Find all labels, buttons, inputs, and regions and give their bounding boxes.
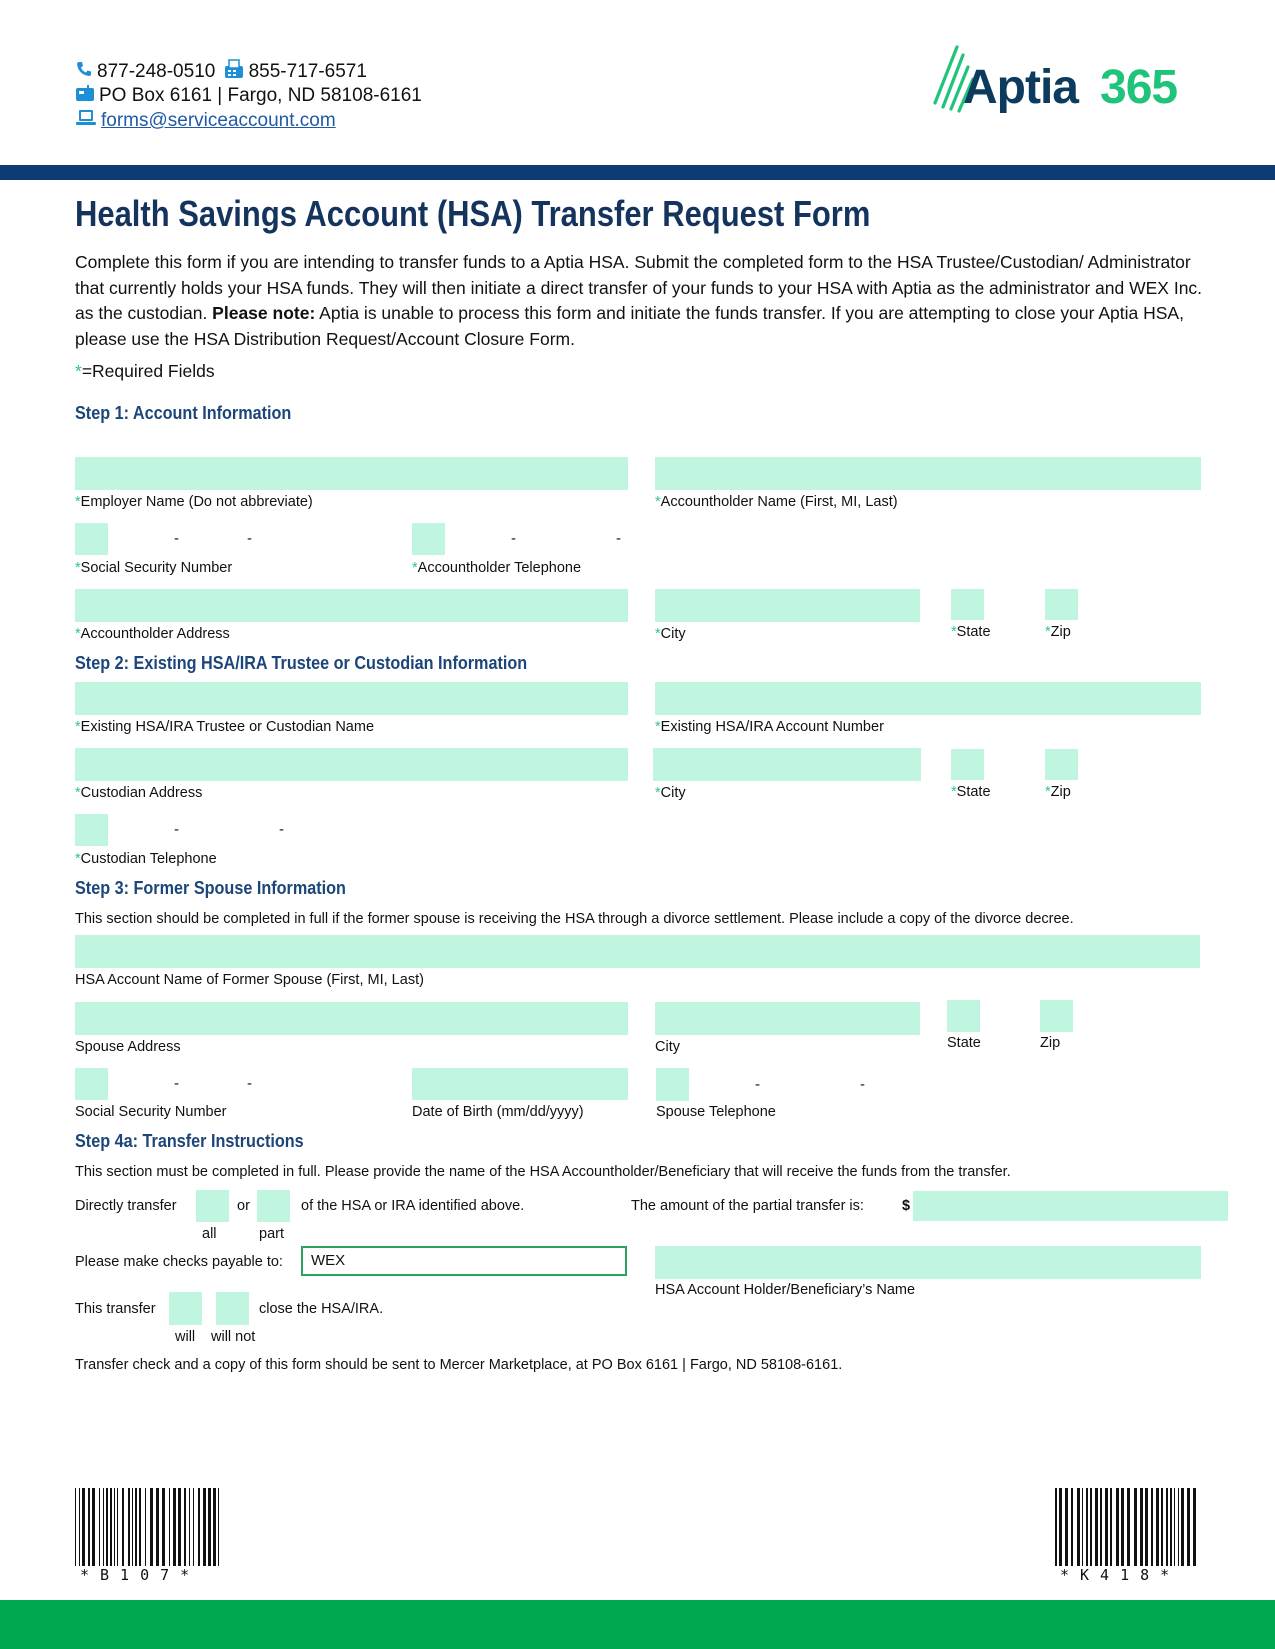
mailing-instructions: Transfer check and a copy of this form should be sent to Mercer Marketplace, at PO Box 6161 | Fargo, ND 58108-6161. [75,1357,843,1373]
barcode-bar [178,1488,181,1566]
barcode-bar [150,1488,153,1566]
required-marker: * [75,361,82,381]
barcode-bar [208,1488,211,1566]
accountholder-address-input[interactable] [75,589,628,622]
barcode-bar [1095,1488,1098,1566]
barcode-bar [1134,1488,1137,1566]
city-input[interactable] [655,589,920,622]
step3-note: This section should be completed in full if the former spouse is receiving the HSA through a divorce settlement. Please include a copy of the divorce decree. [75,911,1074,927]
custodian-name-input[interactable] [75,682,628,715]
barcode-bar [1145,1488,1148,1566]
header-divider-bar [0,165,1275,180]
accountholder-address-label: *Accountholder Address [75,626,230,642]
close-hsa-text: close the HSA/IRA. [259,1301,384,1317]
step4a-note: This section must be completed in full. Please provide the name of the HSA Accountholder/Beneficiary that will receive the funds from the transfer. [75,1164,1011,1180]
barcode-bar [1059,1488,1062,1566]
barcode-bar [132,1488,133,1566]
directly-transfer-text: Directly transfer [75,1198,177,1214]
barcode-bar [106,1488,108,1566]
barcode-bar [114,1488,115,1566]
spouse-state-input[interactable] [947,1000,980,1032]
barcode-bar [110,1488,112,1566]
custodian-address-label: *Custodian Address [75,785,203,801]
barcode-bar [156,1488,159,1566]
laptop-icon [75,109,97,133]
barcode-bar [1166,1488,1168,1566]
barcode-right-text: *K418* [1060,1566,1181,1584]
barcode-bar [145,1488,146,1566]
barcode-bar [1181,1488,1184,1566]
custodian-name-label: *Existing HSA/IRA Trustee or Custodian Name [75,719,375,735]
partial-amount-label: The amount of the partial transfer is: [631,1198,864,1214]
mailing-address: PO Box 6161 | Fargo, ND 58108-6161 [99,85,422,107]
spouse-zip-label: Zip [1040,1035,1061,1051]
barcode-bar [122,1488,124,1566]
barcode-bar [1178,1488,1179,1566]
step3-heading: Step 3: Former Spouse Information [75,878,346,898]
spouse-telephone-dash-1: - [755,1076,760,1093]
barcode-bar [1086,1488,1088,1566]
all-option-label: all [202,1226,217,1242]
barcode-bar [139,1488,141,1566]
employer-name-label: *Employer Name (Do not abbreviate) [75,494,313,510]
barcode-bar [88,1488,90,1566]
employer-name-input[interactable] [75,457,628,490]
transfer-will-checkbox[interactable] [169,1292,202,1325]
intro-paragraph [75,250,1205,352]
spouse-dob-label: Date of Birth (mm/dd/yyyy) [412,1104,584,1120]
phone-icon [75,60,93,84]
transfer-part-checkbox[interactable] [257,1190,290,1222]
payable-to-label: Please make checks payable to: [75,1254,283,1270]
barcode-bar [1110,1488,1112,1566]
beneficiary-name-input[interactable] [655,1246,1201,1279]
former-spouse-name-input[interactable] [75,935,1200,968]
barcode-bar [1071,1488,1073,1566]
barcode-bar [103,1488,104,1566]
intro-note-label: Please note: [212,303,316,323]
barcode-bar [1140,1488,1143,1566]
transfer-will-not-checkbox[interactable] [216,1292,249,1325]
of-hsa-text: of the HSA or IRA identified above. [301,1198,525,1214]
barcode-bar [1077,1488,1080,1566]
spouse-city-label: City [655,1039,680,1055]
contact-phones [75,58,367,86]
barcode-bar [189,1488,190,1566]
telephone-dash-1: - [511,530,516,547]
barcode-bar [79,1488,80,1566]
barcode-bar [1193,1488,1196,1566]
beneficiary-name-label: HSA Account Holder/Beneficiary’s Name [655,1282,916,1298]
spouse-telephone-label: Spouse Telephone [656,1104,776,1120]
mailbox-icon [75,84,95,108]
payable-to-input[interactable]: WEX [301,1246,627,1276]
barcode-bar [162,1488,165,1566]
barcode-bar [1127,1488,1130,1566]
barcode-bar [135,1488,137,1566]
footer-bar [0,1600,1275,1649]
barcode-left-text: *B107* [80,1566,201,1584]
spouse-zip-input[interactable] [1040,1000,1073,1032]
barcode-bar [184,1488,186,1566]
spouse-address-input[interactable] [75,1002,628,1035]
barcode-bar [1187,1488,1190,1566]
step4a-heading: Step 4a: Transfer Instructions [75,1131,304,1151]
spouse-city-input[interactable] [655,1002,920,1035]
intro-text-1: Complete this form if you are intending to transfer funds to a Aptia HSA. Submit the completed form to the HSA Trustee/Custodian/ Administrator that currently holds your HSA funds. They will then initiate a direct transfer of your funds to your HSA with Aptia as the administrator and WEX Inc. as the custodian. [75,252,1203,323]
ssn-dash-1: - [174,530,179,547]
barcode-bar [213,1488,216,1566]
telephone-dash-2: - [616,530,621,547]
existing-account-number-input[interactable] [655,682,1201,715]
will-not-option-label: will not [211,1329,256,1345]
barcode-bar [198,1488,200,1566]
spouse-ssn-input[interactable] [75,1068,108,1100]
ssn-dash-2: - [247,530,252,547]
will-option-label: will [175,1329,196,1345]
former-spouse-name-label: HSA Account Name of Former Spouse (First, MI, Last) [75,972,424,988]
accountholder-telephone-label: *Accountholder Telephone [412,560,582,576]
custodian-zip-input[interactable] [1045,749,1078,780]
barcode-bar [169,1488,170,1566]
barcode-bar [128,1488,130,1566]
phone-number: 877-248-0510 [97,61,216,83]
barcode-bar [1090,1488,1092,1566]
fax-icon [223,58,245,86]
custodian-city-label: *City [655,785,686,801]
barcode-bar [1174,1488,1175,1566]
part-option-label: part [259,1226,284,1242]
spouse-ssn-dash-2: - [247,1075,252,1092]
barcode-bar [1105,1488,1108,1566]
custodian-telephone-dash-2: - [279,821,284,838]
barcode-left [75,1488,219,1566]
barcode-bar [1121,1488,1124,1566]
barcode-bar [173,1488,176,1566]
zip-input[interactable] [1045,589,1078,620]
barcode-bar [1100,1488,1102,1566]
or-text: or [237,1198,250,1214]
barcode-bar [92,1488,95,1566]
spouse-dob-input[interactable] [412,1068,628,1100]
barcode-bar [75,1488,76,1566]
accountholder-telephone-input[interactable] [412,523,445,555]
custodian-state-label: *State [951,784,991,800]
required-legend [75,361,215,382]
spouse-telephone-input[interactable] [656,1068,689,1101]
intro-text-2: Aptia is unable to process this form and initiate the funds transfer. If you are attempting to close your Aptia HSA, please use the HSA Distribution Request/Account Closure Form. [75,303,1184,349]
custodian-state-input[interactable] [951,749,984,780]
barcode-right [1055,1488,1199,1566]
barcode-bar [1170,1488,1172,1566]
state-input[interactable] [951,589,984,620]
contact-address [75,84,422,108]
barcode-bar [203,1488,206,1566]
custodian-city-input[interactable] [653,748,921,781]
logo-aptia: Aptia [963,61,1078,114]
barcode-bar [1161,1488,1163,1566]
custodian-zip-label: *Zip [1045,784,1071,800]
barcode-bar [99,1488,100,1566]
fax-number: 855-717-6571 [248,61,367,83]
custodian-telephone-dash-1: - [174,821,179,838]
contact-email [75,109,336,133]
barcode-bar [1151,1488,1153,1566]
required-legend-text: =Required Fields [81,361,215,381]
barcode-bar [1082,1488,1083,1566]
barcode-bar [117,1488,118,1566]
barcode-bar [1156,1488,1159,1566]
partial-amount-input[interactable] [913,1191,1228,1221]
dollar-sign: $ [902,1198,911,1214]
barcode-bar [193,1488,194,1566]
accountholder-name-label: *Accountholder Name (First, MI, Last) [655,494,898,510]
ssn-input[interactable] [75,523,108,555]
this-transfer-text: This transfer [75,1301,156,1317]
spouse-address-label: Spouse Address [75,1039,181,1055]
city-label: *City [655,626,686,642]
page-title: Health Savings Account (HSA) Transfer Request Form [75,193,871,234]
spouse-telephone-dash-2: - [860,1076,865,1093]
step2-heading: Step 2: Existing HSA/IRA Trustee or Custodian Information [75,653,528,673]
logo-365: 365 [1100,61,1178,114]
spouse-ssn-dash-1: - [174,1075,179,1092]
barcode-bar [218,1488,219,1566]
ssn-label: *Social Security Number [75,560,233,576]
step1-heading: Step 1: Account Information [75,403,292,423]
transfer-all-checkbox[interactable] [196,1190,229,1222]
spouse-ssn-label: Social Security Number [75,1104,227,1120]
existing-account-number-label: *Existing HSA/IRA Account Number [655,719,884,735]
barcode-bar [1055,1488,1057,1566]
zip-label: *Zip [1045,624,1071,640]
state-label: *State [951,624,991,640]
custodian-address-input[interactable] [75,748,628,781]
email-link[interactable]: forms@serviceaccount.com [101,110,336,132]
accountholder-name-input[interactable] [655,457,1201,490]
barcode-bar [82,1488,85,1566]
barcode-bar [1065,1488,1068,1566]
custodian-telephone-label: *Custodian Telephone [75,851,217,867]
spouse-state-label: State [947,1035,981,1051]
custodian-telephone-input[interactable] [75,814,108,846]
barcode-bar [1116,1488,1119,1566]
